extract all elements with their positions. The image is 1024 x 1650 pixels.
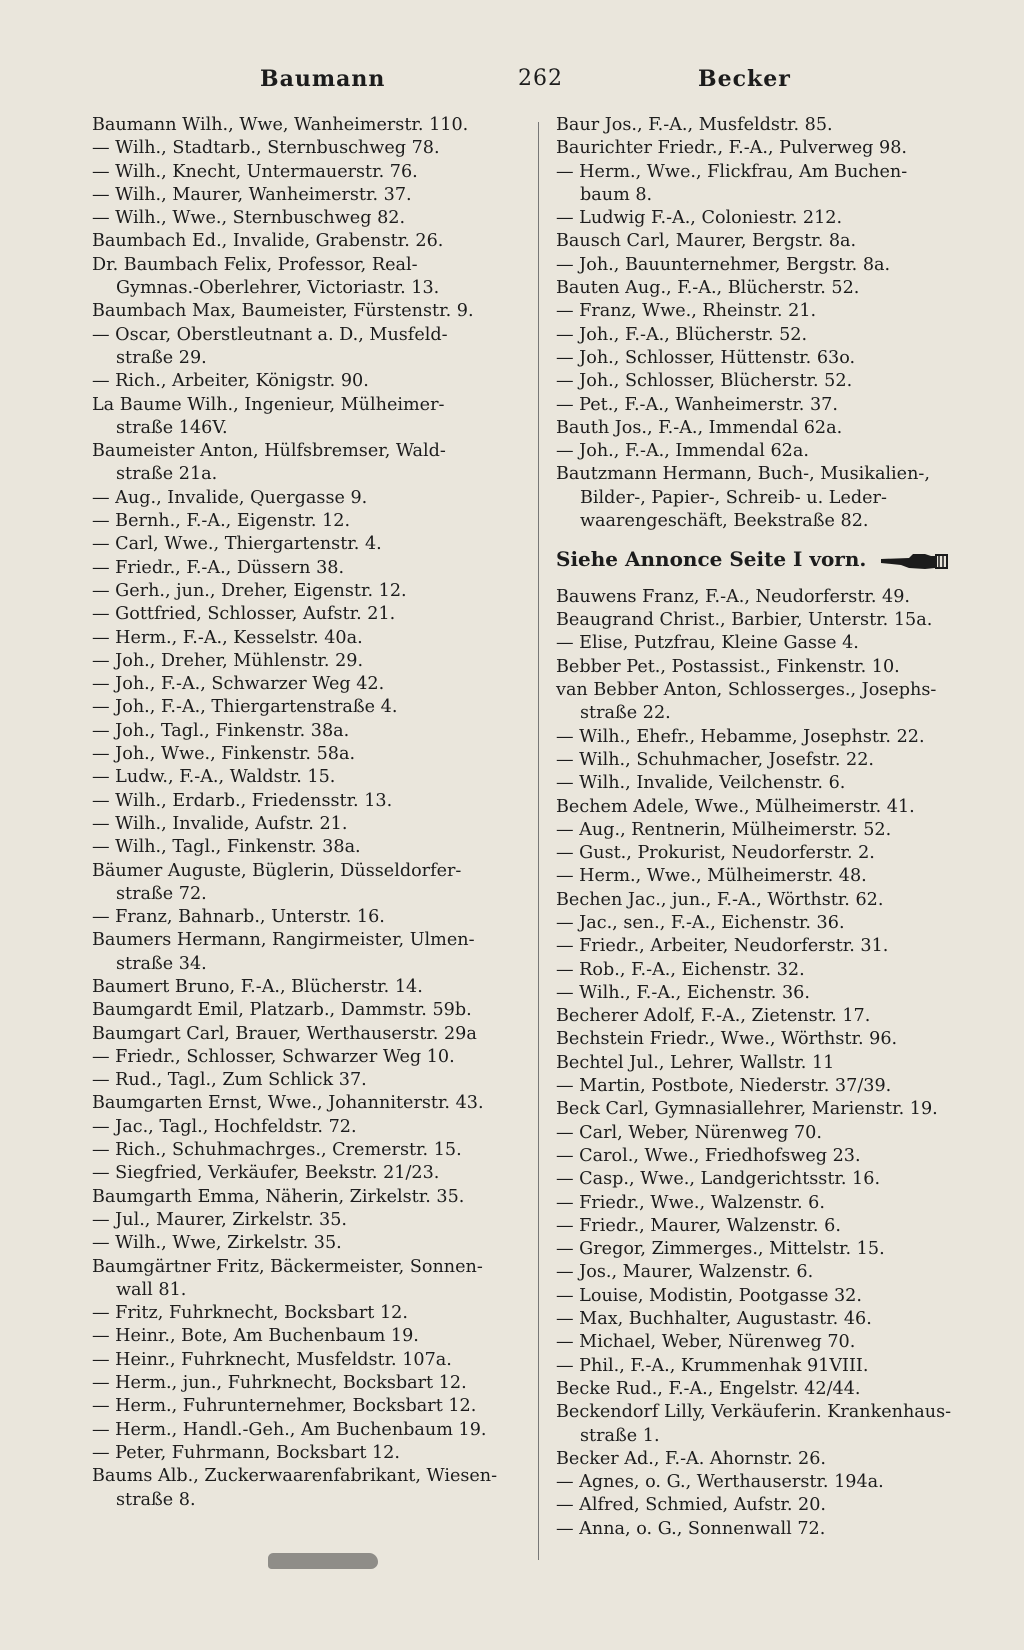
- directory-entry: Baumgärtner Fritz, Bäckermeister, Sonnen- wall 81.: [92, 1256, 483, 1300]
- header-right-word: Becker: [698, 66, 791, 92]
- directory-entry: Baumeister Anton, Hülfsbremser, Wald- straße 21a.: [92, 441, 446, 485]
- directory-entry: — Anna, o. G., Sonnenwall 72.: [556, 1518, 826, 1539]
- directory-entry: Baumbach Ed., Invalide, Grabenstr. 26.: [92, 231, 444, 252]
- directory-entry: — Gottfried, Schlosser, Aufstr. 21.: [92, 604, 396, 625]
- directory-entry: — Wilh., Erdarb., Friedensstr. 13.: [92, 790, 393, 811]
- directory-entry: Baumann Wilh., Wwe, Wanheimerstr. 110.: [92, 115, 469, 135]
- directory-entry: — Louise, Modistin, Pootgasse 32.: [556, 1285, 862, 1306]
- directory-entry: — Carol., Wwe., Friedhofsweg 23.: [556, 1145, 861, 1166]
- directory-entry: — Joh., Wwe., Finkenstr. 58a.: [92, 744, 356, 765]
- directory-entry: Bechem Adele, Wwe., Mülheimerstr. 41.: [556, 796, 915, 817]
- directory-entry: Baur Jos., F.-A., Musfeldstr. 85.: [556, 115, 833, 135]
- right-column: [556, 114, 988, 1541]
- directory-entry: — Franz, Wwe., Rheinstr. 21.: [556, 301, 817, 322]
- directory-entry: — Rich., Schuhmachrges., Cremerstr. 15.: [92, 1140, 462, 1161]
- directory-entry: Bebber Pet., Postassist., Finkenstr. 10.: [556, 656, 900, 677]
- directory-entry: Becke Rud., F.-A., Engelstr. 42/44.: [556, 1378, 861, 1399]
- directory-entry: — Herm., F.-A., Kesselstr. 40a.: [92, 627, 363, 648]
- pointing-hand-icon: [879, 550, 949, 572]
- directory-entry: — Wilh., Stadtarb., Sternbuschweg 78.: [92, 138, 440, 159]
- directory-entry: Beaugrand Christ., Barbier, Unterstr. 15a.: [556, 610, 933, 631]
- directory-entry: — Peter, Fuhrmann, Bocksbart 12.: [92, 1442, 400, 1463]
- directory-entry: — Gerh., jun., Dreher, Eigenstr. 12.: [92, 580, 407, 601]
- directory-entry: — Phil., F.-A., Krummenhak 91VIII.: [556, 1355, 869, 1376]
- directory-entry: — Casp., Wwe., Landgerichtsstr. 16.: [556, 1169, 881, 1190]
- directory-entry: — Ludw., F.-A., Waldstr. 15.: [92, 767, 336, 788]
- directory-entry: — Aug., Invalide, Quergasse 9.: [92, 487, 368, 508]
- directory-entry: Beck Carl, Gymnasiallehrer, Marienstr. 19.: [556, 1099, 938, 1120]
- directory-entry: — Martin, Postbote, Niederstr. 37/39.: [556, 1076, 892, 1097]
- right-column-top: [556, 114, 988, 533]
- directory-entry: — Joh., F.-A., Immendal 62a.: [556, 441, 809, 462]
- directory-entry: — Rob., F.-A., Eichenstr. 32.: [556, 959, 805, 980]
- directory-entry: — Bernh., F.-A., Eigenstr. 12.: [92, 511, 351, 532]
- directory-entry: — Carl, Wwe., Thiergartenstr. 4.: [92, 534, 382, 555]
- directory-entry: Baumgarten Ernst, Wwe., Johanniterstr. 43.: [92, 1093, 484, 1114]
- directory-entry: La Baume Wilh., Ingenieur, Mülheimer- straße 146V.: [92, 394, 445, 438]
- directory-entry: — Herm., jun., Fuhrknecht, Bocksbart 12.: [92, 1373, 467, 1394]
- directory-entry: Baumgarth Emma, Näherin, Zirkelstr. 35.: [92, 1186, 465, 1207]
- directory-entry: — Herm., Fuhrunternehmer, Bocksbart 12.: [92, 1396, 477, 1417]
- directory-entry: — Herm., Wwe., Flickfrau, Am Buchen- baum 8.: [556, 161, 908, 205]
- directory-entry: — Herm., Handl.-Geh., Am Buchenbaum 19.: [92, 1419, 487, 1440]
- page-number: 262: [518, 66, 563, 91]
- directory-entry: Dr. Baumbach Felix, Professor, Real- Gymnas.-Oberlehrer, Victoriastr. 13.: [92, 254, 440, 299]
- directory-entry: — Agnes, o. G., Werthauserstr. 194a.: [556, 1472, 884, 1493]
- directory-entry: van Bebber Anton, Schlosserges., Josephs- straße 22.: [556, 680, 937, 724]
- directory-entry: Bauwens Franz, F.-A., Neudorferstr. 49.: [556, 586, 911, 607]
- directory-entry: — Wilh., Tagl., Finkenstr. 38a.: [92, 837, 361, 858]
- directory-entry: — Herm., Wwe., Mülheimerstr. 48.: [556, 866, 867, 887]
- directory-entry: Baurichter Friedr., F.-A., Pulverweg 98.: [556, 138, 907, 159]
- right-column-bottom: [556, 586, 988, 1541]
- ink-smudge: [268, 1553, 378, 1569]
- directory-entry: Becker Ad., F.-A. Ahornstr. 26.: [556, 1448, 827, 1469]
- directory-entry: — Pet., F.-A., Wanheimerstr. 37.: [556, 394, 838, 415]
- directory-entry: — Rich., Arbeiter, Königstr. 90.: [92, 371, 369, 392]
- directory-entry: Bausch Carl, Maurer, Bergstr. 8a.: [556, 231, 857, 252]
- directory-entry: — Jos., Maurer, Walzenstr. 6.: [556, 1262, 814, 1283]
- directory-entry: — Gregor, Zimmerges., Mittelstr. 15.: [556, 1239, 885, 1260]
- directory-entry: — Fritz, Fuhrknecht, Bocksbart 12.: [92, 1303, 408, 1324]
- directory-entry: — Elise, Putzfrau, Kleine Gasse 4.: [556, 633, 859, 654]
- directory-entry: — Friedr., Arbeiter, Neudorferstr. 31.: [556, 936, 889, 957]
- directory-entry: — Joh., F.-A., Schwarzer Weg 42.: [92, 674, 385, 695]
- directory-entry: — Aug., Rentnerin, Mülheimerstr. 52.: [556, 819, 892, 840]
- directory-entry: — Joh., Schlosser, Blücherstr. 52.: [556, 371, 853, 392]
- directory-entry: Baumgardt Emil, Platzarb., Dammstr. 59b.: [92, 1000, 472, 1021]
- directory-entry: Baumers Hermann, Rangirmeister, Ulmen- straße 34.: [92, 930, 475, 974]
- directory-entry: — Jac., sen., F.-A., Eichenstr. 36.: [556, 913, 845, 933]
- advertisement-notice: [556, 547, 988, 572]
- directory-entry: Bäumer Auguste, Büglerin, Düsseldorfer- straße 72.: [92, 860, 462, 904]
- directory-entry: — Ludwig F.-A., Coloniestr. 212.: [556, 208, 843, 229]
- directory-entry: — Wilh., Wwe, Zirkelstr. 35.: [92, 1233, 342, 1254]
- directory-entry: — Joh., F.-A., Thiergartenstraße 4.: [92, 697, 398, 718]
- column-divider: [538, 122, 539, 1560]
- directory-entry: — Joh., Schlosser, Hüttenstr. 63o.: [556, 347, 856, 368]
- directory-entry: — Wilh., Invalide, Veilchenstr. 6.: [556, 773, 846, 794]
- directory-entry: Beckendorf Lilly, Verkäuferin. Krankenhaus- straße 1.: [556, 1402, 952, 1446]
- directory-entry: — Joh., Tagl., Finkenstr. 38a.: [92, 720, 350, 741]
- directory-entry: Baums Alb., Zuckerwaarenfabrikant, Wiesen- straße 8.: [92, 1466, 498, 1510]
- directory-entry: — Siegfried, Verkäufer, Beekstr. 21/23.: [92, 1163, 440, 1184]
- directory-entry: — Friedr., Schlosser, Schwarzer Weg 10.: [92, 1046, 455, 1067]
- header-left-word: Baumann: [260, 66, 386, 92]
- directory-entry: — Friedr., Maurer, Walzenstr. 6.: [556, 1215, 841, 1236]
- directory-entry: Bechen Jac., jun., F.-A., Wörthstr. 62.: [556, 889, 884, 910]
- page-header: [90, 66, 984, 96]
- notice-text: Siehe Annonce Seite I vorn.: [556, 547, 867, 572]
- directory-entry: Bechtel Jul., Lehrer, Wallstr. 11: [556, 1052, 835, 1073]
- directory-entry: Bauth Jos., F.-A., Immendal 62a.: [556, 417, 843, 438]
- directory-entry: — Wilh., Ehefr., Hebamme, Josephstr. 22.: [556, 726, 925, 747]
- directory-entry: — Gust., Prokurist, Neudorferstr. 2.: [556, 843, 875, 864]
- directory-entry: — Joh., F.-A., Blücherstr. 52.: [556, 324, 808, 345]
- directory-entry: — Jul., Maurer, Zirkelstr. 35.: [92, 1209, 347, 1230]
- directory-entry: — Joh., Bauunternehmer, Bergstr. 8a.: [556, 254, 891, 275]
- directory-entry: Baumbach Max, Baumeister, Fürstenstr. 9.: [92, 301, 474, 322]
- directory-entry: — Rud., Tagl., Zum Schlick 37.: [92, 1070, 367, 1091]
- directory-entry: — Heinr., Bote, Am Buchenbaum 19.: [92, 1326, 419, 1347]
- directory-entry: — Franz, Bahnarb., Unterstr. 16.: [92, 907, 385, 928]
- directory-entry: Baumgart Carl, Brauer, Werthauserstr. 29a: [92, 1023, 477, 1044]
- directory-entry: — Wilh., F.-A., Eichenstr. 36.: [556, 982, 810, 1003]
- directory-entry: — Wilh., Knecht, Untermauerstr. 76.: [92, 161, 418, 182]
- directory-entry: — Wilh., Schuhmacher, Josefstr. 22.: [556, 749, 874, 770]
- directory-entry: Baumert Bruno, F.-A., Blücherstr. 14.: [92, 976, 423, 997]
- directory-entry: — Jac., Tagl., Hochfeldstr. 72.: [92, 1116, 357, 1137]
- directory-entry: — Michael, Weber, Nürenweg 70.: [556, 1332, 856, 1353]
- directory-entry: — Friedr., F.-A., Düssern 38.: [92, 557, 345, 578]
- directory-entry: — Heinr., Fuhrknecht, Musfeldstr. 107a.: [92, 1349, 452, 1370]
- directory-entry: — Wilh., Wwe., Sternbuschweg 82.: [92, 208, 406, 229]
- directory-entry: — Max, Buchhalter, Augustastr. 46.: [556, 1309, 872, 1330]
- left-column: [92, 114, 512, 1512]
- directory-entry: Bechstein Friedr., Wwe., Wörthstr. 96.: [556, 1029, 898, 1050]
- directory-entry: — Alfred, Schmied, Aufstr. 20.: [556, 1495, 826, 1516]
- directory-entry: Becherer Adolf, F.-A., Zietenstr. 17.: [556, 1006, 871, 1027]
- directory-entry: — Friedr., Wwe., Walzenstr. 6.: [556, 1192, 825, 1213]
- directory-entry: — Joh., Dreher, Mühlenstr. 29.: [92, 650, 364, 671]
- directory-entry: — Oscar, Oberstleutnant a. D., Musfeld- straße 29.: [92, 324, 448, 368]
- directory-entry: — Wilh., Invalide, Aufstr. 21.: [92, 813, 348, 834]
- directory-entry: — Carl, Weber, Nürenweg 70.: [556, 1122, 822, 1143]
- directory-entry: Bauten Aug., F.-A., Blücherstr. 52.: [556, 278, 860, 299]
- directory-entry: — Wilh., Maurer, Wanheimerstr. 37.: [92, 184, 412, 205]
- directory-entry: Bautzmann Hermann, Buch-, Musikalien-, Bilder-, Papier-, Schreib- u. Leder- waarengeschäft, Beekstraße 82.: [556, 464, 930, 532]
